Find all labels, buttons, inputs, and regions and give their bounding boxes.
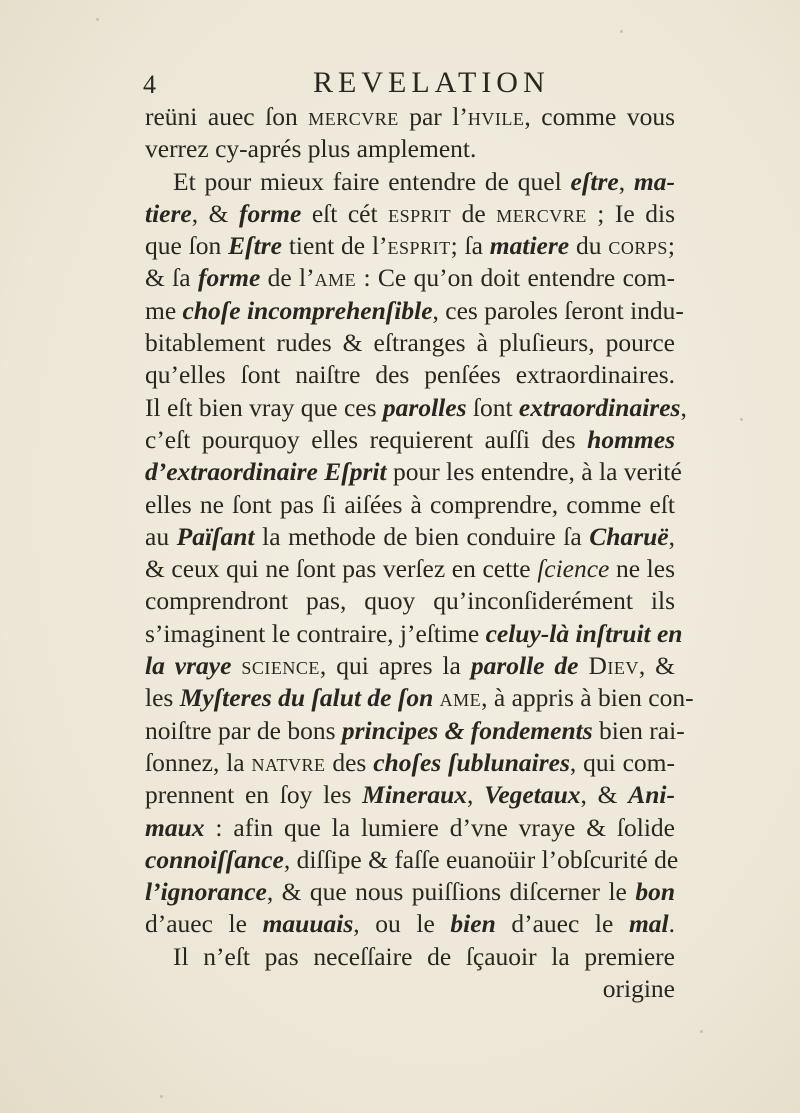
italic-run: parolle de xyxy=(470,651,579,681)
text-run: origine xyxy=(602,974,675,1004)
italic-run: Charuë xyxy=(589,521,669,551)
text-run: : Ce qu’on doit entendre com- xyxy=(356,263,675,293)
text-line xyxy=(145,133,675,165)
small-caps-run: esprit xyxy=(388,198,452,228)
text-run: , diſſipe & faſſe euanoüir l’obſcurité de xyxy=(283,844,679,874)
page-number: 4 xyxy=(143,70,156,99)
small-caps-run: ame xyxy=(439,683,482,713)
text-run: , qui apres la xyxy=(319,651,471,681)
paper-speck xyxy=(740,418,743,421)
text-run: bitablement rudes & eſtranges à pluſieurs, pource xyxy=(145,328,675,358)
italic-run: connoiſſance xyxy=(145,844,284,874)
text-run: noiſtre par de bons xyxy=(145,715,342,745)
italic-run: bon xyxy=(635,877,675,907)
italic-run: Païſant xyxy=(176,521,255,551)
small-caps-run: corps xyxy=(608,231,668,261)
small-caps-run: mercvre xyxy=(308,102,399,131)
paper-speck xyxy=(160,1095,163,1098)
text-line xyxy=(145,682,694,714)
text-run: & ceux qui ne ſont pas verſez en cette xyxy=(145,554,538,584)
text-run: , xyxy=(467,780,485,810)
text-run: tient de l’ xyxy=(281,231,388,261)
text-run: ; xyxy=(667,231,676,261)
text-run: ſont xyxy=(466,392,519,422)
text-run: comprendront pas, quoy qu’inconſiderément ils xyxy=(145,586,675,616)
text-line xyxy=(145,359,675,391)
italic-run: l’ignorance xyxy=(145,877,267,907)
text-run: bien rai- xyxy=(592,715,685,745)
text-run: eſt cét xyxy=(301,198,389,228)
text-run: ; ſa xyxy=(450,231,490,261)
italic-run: d’extraordinaire Eſprit xyxy=(145,457,387,487)
text-run: , ces paroles ſeront indu- xyxy=(432,295,684,325)
small-caps-run: science xyxy=(241,651,320,681)
text-run: . xyxy=(668,909,675,939)
text-line xyxy=(145,198,675,230)
text-run: verrez cy-aprés plus amplement. xyxy=(145,134,477,164)
text-line xyxy=(145,715,685,747)
text-run: ; Ie dis xyxy=(586,198,675,228)
italic-run: Eſtre xyxy=(228,231,282,261)
italic-run: Mineraux xyxy=(362,780,468,810)
text-line xyxy=(145,456,682,488)
italic-run: maux xyxy=(145,812,205,842)
paper-speck xyxy=(620,30,623,33)
italic-run: celuy-là inſtruit en xyxy=(485,618,683,648)
italic-run: bien xyxy=(450,909,496,939)
italic-run: forme xyxy=(239,198,302,228)
text-run: les xyxy=(145,683,180,713)
text-run: prennent en ſoy les xyxy=(145,780,363,810)
small-caps-run: mercvre xyxy=(496,198,587,228)
italic-run: forme xyxy=(197,263,261,293)
text-run: me xyxy=(145,295,183,325)
italic-run: ſcience xyxy=(537,554,610,584)
italic-run: choſes ſublunaires xyxy=(373,747,570,777)
text-run: : afin que la lumiere d’vne vraye & ſolide xyxy=(204,812,675,842)
italic-run: matiere xyxy=(489,231,570,261)
italic-run: hommes xyxy=(587,424,675,454)
small-caps-run: ame xyxy=(314,263,357,293)
italic-run: parolles xyxy=(382,392,467,422)
text-run: par l’ xyxy=(398,102,468,131)
text-run: d’auec le xyxy=(495,909,629,939)
small-caps-run: natvre xyxy=(251,747,326,777)
italic-run: Vegetaux xyxy=(484,780,581,810)
text-line xyxy=(145,747,675,779)
text-line xyxy=(145,392,687,424)
text-line xyxy=(145,585,675,617)
text-run: c’eſt pourquoy elles requierent auſſi des xyxy=(145,424,588,454)
text-run: , qui com- xyxy=(569,747,675,777)
text-run: Il n’eſt pas neceſſaire de ſçauoir la premiere xyxy=(173,941,675,971)
text-run: , xyxy=(618,166,634,196)
text-run: , & que nous puiſſions diſcerner le xyxy=(266,877,636,907)
italic-run: principes & fondements xyxy=(341,715,593,745)
text-run: qu’elles ſont naiſtre des penſées extraordinaires. xyxy=(145,360,675,390)
text-run: & ſa xyxy=(145,263,198,293)
text-line xyxy=(145,973,675,1005)
text-run: , ou le xyxy=(353,909,451,939)
page-header xyxy=(143,62,673,102)
text-run xyxy=(579,651,589,680)
small-caps-run: esprit xyxy=(387,231,451,261)
text-run: d’auec le xyxy=(145,909,263,939)
text-run: ne les xyxy=(609,554,675,584)
running-title: REVELATION xyxy=(313,66,550,99)
text-run: s’imaginent le contraire, j’eſtime xyxy=(145,618,486,648)
italic-run: mauuais xyxy=(262,909,354,939)
text-run: au xyxy=(145,521,177,551)
small-caps-run: Diev xyxy=(588,651,639,681)
text-run: , comme vous xyxy=(524,102,675,131)
italic-run: mal xyxy=(628,909,669,939)
italic-run: extraordinaires xyxy=(518,392,681,422)
text-run: du xyxy=(569,231,609,261)
body-text xyxy=(145,101,694,1005)
text-line xyxy=(145,327,675,359)
italic-run: ma- xyxy=(633,166,675,196)
text-run: Et pour mieux faire entendre de quel xyxy=(173,166,571,196)
text-run xyxy=(231,651,241,680)
text-line xyxy=(145,618,683,650)
text-run: de xyxy=(451,198,497,228)
paper-speck xyxy=(700,1030,703,1033)
text-run: de l’ xyxy=(260,263,315,293)
text-run: , xyxy=(680,392,687,422)
text-run: Il eſt bien vray que ces xyxy=(145,392,383,422)
text-run: reüni auec ſon xyxy=(145,102,309,131)
text-line xyxy=(145,262,675,294)
text-line xyxy=(145,424,675,456)
text-run: pour les entendre, à la verité xyxy=(386,457,682,487)
text-run: des xyxy=(325,747,374,777)
text-line xyxy=(145,553,675,585)
italic-run: tiere xyxy=(145,198,192,228)
paper-speck xyxy=(96,18,99,21)
text-run: , & xyxy=(191,198,239,228)
italic-run: eſtre xyxy=(570,166,619,196)
text-line xyxy=(145,876,675,908)
small-caps-run: hvile xyxy=(467,102,525,131)
text-run: , à appris à bien con- xyxy=(481,683,694,713)
italic-run: Myſteres du ſalut de ſon xyxy=(179,683,434,713)
italic-run: choſe incomprehenſible xyxy=(182,295,433,325)
text-line xyxy=(145,166,675,198)
text-line xyxy=(145,650,675,682)
text-run: que ſon xyxy=(145,231,229,261)
text-line xyxy=(145,812,675,844)
italic-run: Ani- xyxy=(628,780,675,810)
text-run: , & xyxy=(580,780,629,810)
text-line xyxy=(145,489,675,521)
italic-run: la vraye xyxy=(145,651,232,681)
text-run: elles ne ſont pas ſi aiſées à comprendre, comme eſt xyxy=(145,489,675,519)
text-line xyxy=(145,101,675,133)
text-line xyxy=(145,230,675,262)
text-run: , & xyxy=(638,651,676,681)
text-run: la methode de bien conduire ſa xyxy=(254,521,590,551)
text-run: ſonnez, la xyxy=(145,747,252,777)
text-line xyxy=(145,295,684,327)
text-line xyxy=(145,908,675,940)
text-line xyxy=(145,941,675,973)
text-line xyxy=(145,521,675,553)
text-line xyxy=(145,844,679,876)
text-line xyxy=(145,779,675,811)
text-run: , xyxy=(668,521,675,551)
